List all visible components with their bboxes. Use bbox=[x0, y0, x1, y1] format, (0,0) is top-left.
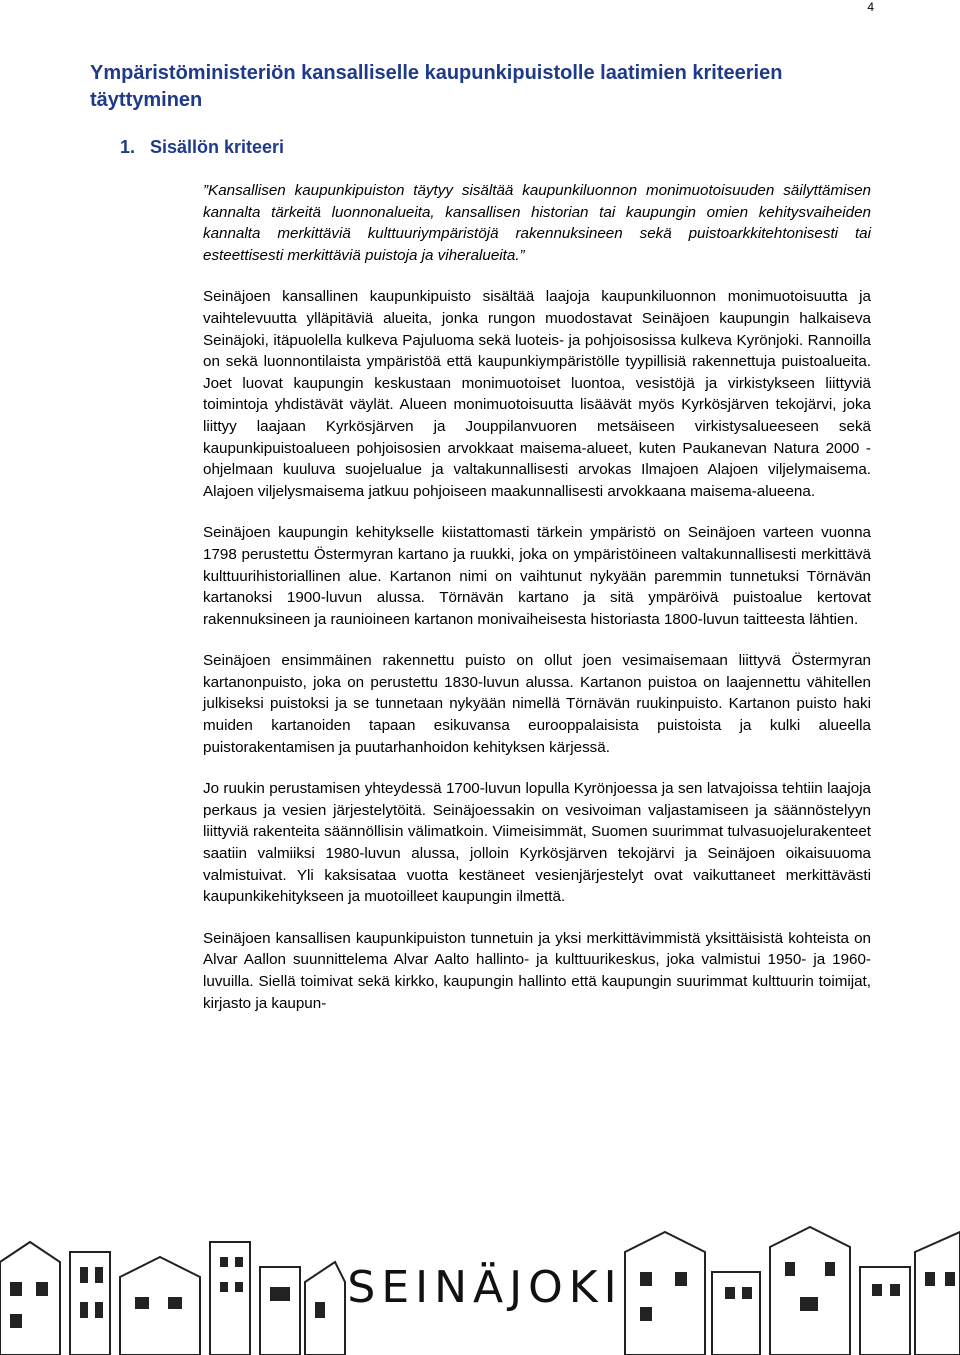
footer-banner bbox=[0, 1222, 960, 1355]
paragraph: Seinäjoen kaupungin kehitykselle kiistattomasti tärkein ympäristö on Seinäjoen varteen vuonna 1798 perustettu Östermyran kartano ja ruukki, joka on ympäristöineen valtakunnallisesti merkittävä kulttuurihistoriallinen alue. Kartanon nimi on vaihtunut nykyään paremmin tunnetuksi Törnävän kartanoksi 1900-luvun alussa. Törnävän kartano ja sitä ympäröivä puistoalue kertovat rakennuksineen ja raunioineen kartanon monivaiheisesta historiasta 1800-luvun taitteesta lähtien. bbox=[203, 524, 871, 628]
townscape-illustration bbox=[0, 1222, 960, 1355]
paragraph: Jo ruukin perustamisen yhteydessä 1700-luvun lopulla Kyrönjoessa ja sen latvajoissa tehtiin laajoja perkaus ja vesien järjestelytöitä. Seinäjoessakin on vesivoiman valjastamiseen ja säännöstelyyn liittyviä rakenteita säännöllisin välimatkoin. Viimeisimmät, Suomen suurimmat tulvasuojelurakenteet saatiin valmiiksi 1980-luvun alussa, jolloin Kyrkösjärven tekojärvi ja Seinäjoen oikaisuuoma valmistuivat. Yli kaksisataa vuotta kestäneet vesienjärjestelyt ovat vaikuttaneet merkittävästi kaupunkikehitykseen ja muotoilleet kaupungin ilmettä. bbox=[203, 780, 871, 906]
seinajoki-logo: SEINÄJOKI bbox=[347, 1262, 623, 1313]
document-title: Ympäristöministeriön kansalliselle kaupunkipuistolle laatimien kriteerien täyttyminen bbox=[90, 62, 783, 111]
body-text bbox=[203, 180, 871, 1014]
section-number: 1. bbox=[120, 137, 136, 157]
paragraph: Seinäjoen ensimmäinen rakennettu puisto on ollut joen vesimaisemaan liittyvä Östermyran kartanonpuisto, joka on perustettu 1830-luvun alussa. Kartanon puistoa on laajennettu vähitellen julkiseksi puistoksi ja se tunnetaan nykyään nimellä Törnävän ruukinpuisto. Kartanon puisto haki muiden kartanoiden tapaan esikuvansa eurooppalaisista puistoista ja kulki alueella puistorakentamisen ja puutarhanhoidon kehityksen kärjessä. bbox=[203, 652, 871, 756]
page-number: 4 bbox=[867, 0, 874, 14]
paragraph: Seinäjoen kansallinen kaupunkipuisto sisältää laajoja kaupunkiluonnon monimuotoisuutta ja vaihtelevuutta ylläpitäviä alueita, jonka rungon muodostavat Seinäjoen kaupungin halkaiseva Seinäjoki, itäpuolella kulkeva Pajuluoma sekä luoteis- ja pohjoisosissa kulkeva Kyrönjoki. Rannoilla on sekä luonnontilaista ympäristöä että kaupunkiympäristölle tyypillisiä rakennettuja puistoalueita. Joet luovat kaupungin keskustaan monimuotoiset luontoa, vesistöjä ja virkistykseen liittyviä toimintoja yhdistävät väylät. Alueen monimuotoisuutta lisäävät myös Kyrkösjärven tekojärvi, joka liittyy laajaan Kyrkösjärven ja Jouppilanvuoren metsäiseen virkistysalueeseen sekä kaupunkipuistoalueen pohjoisosien arvokkaat maisema-alueet, kuten Paukanevan Natura 2000 -ohjelmaan kuuluva suojelualue ja valtakunnallisesti arvokas Ilmajoen Alajoen viljelymaisema. Alajoen viljelysmaisema jatkuu pohjoiseen maakunnallisesti arvokkaana maisema-alueena. bbox=[203, 288, 871, 500]
section-title: Sisällön kriteeri bbox=[150, 137, 285, 157]
paragraph: Seinäjoen kansallisen kaupunkipuiston tunnetuin ja yksi merkittävimmistä yksittäisistä kohteista on Alvar Aallon suunnittelema Alvar Aalto hallinto- ja kulttuurikeskus, joka valmistui 1950- ja 1960-luvuilla. Siellä toimivat sekä kirkko, kaupungin hallinto että kaupungin suurimmat kulttuurin toimijat, kirjasto ja kaupun- bbox=[203, 929, 871, 1012]
section-heading bbox=[120, 134, 284, 160]
criteria-quote: ”Kansallisen kaupunkipuiston täytyy sisältää kaupunkiluonnon monimuotoisuuden säilyttämisen kannalta tärkeitä luonnonalueita, kansallisen historian tai kaupungin omien kehitysvaiheiden kannalta merkittäviä kulttuuriympäristöjä rakennuksineen sekä puistoarkkitehtonisesti tai esteettisesti merkittäviä puistoja ja viheralueita.” bbox=[203, 182, 871, 264]
